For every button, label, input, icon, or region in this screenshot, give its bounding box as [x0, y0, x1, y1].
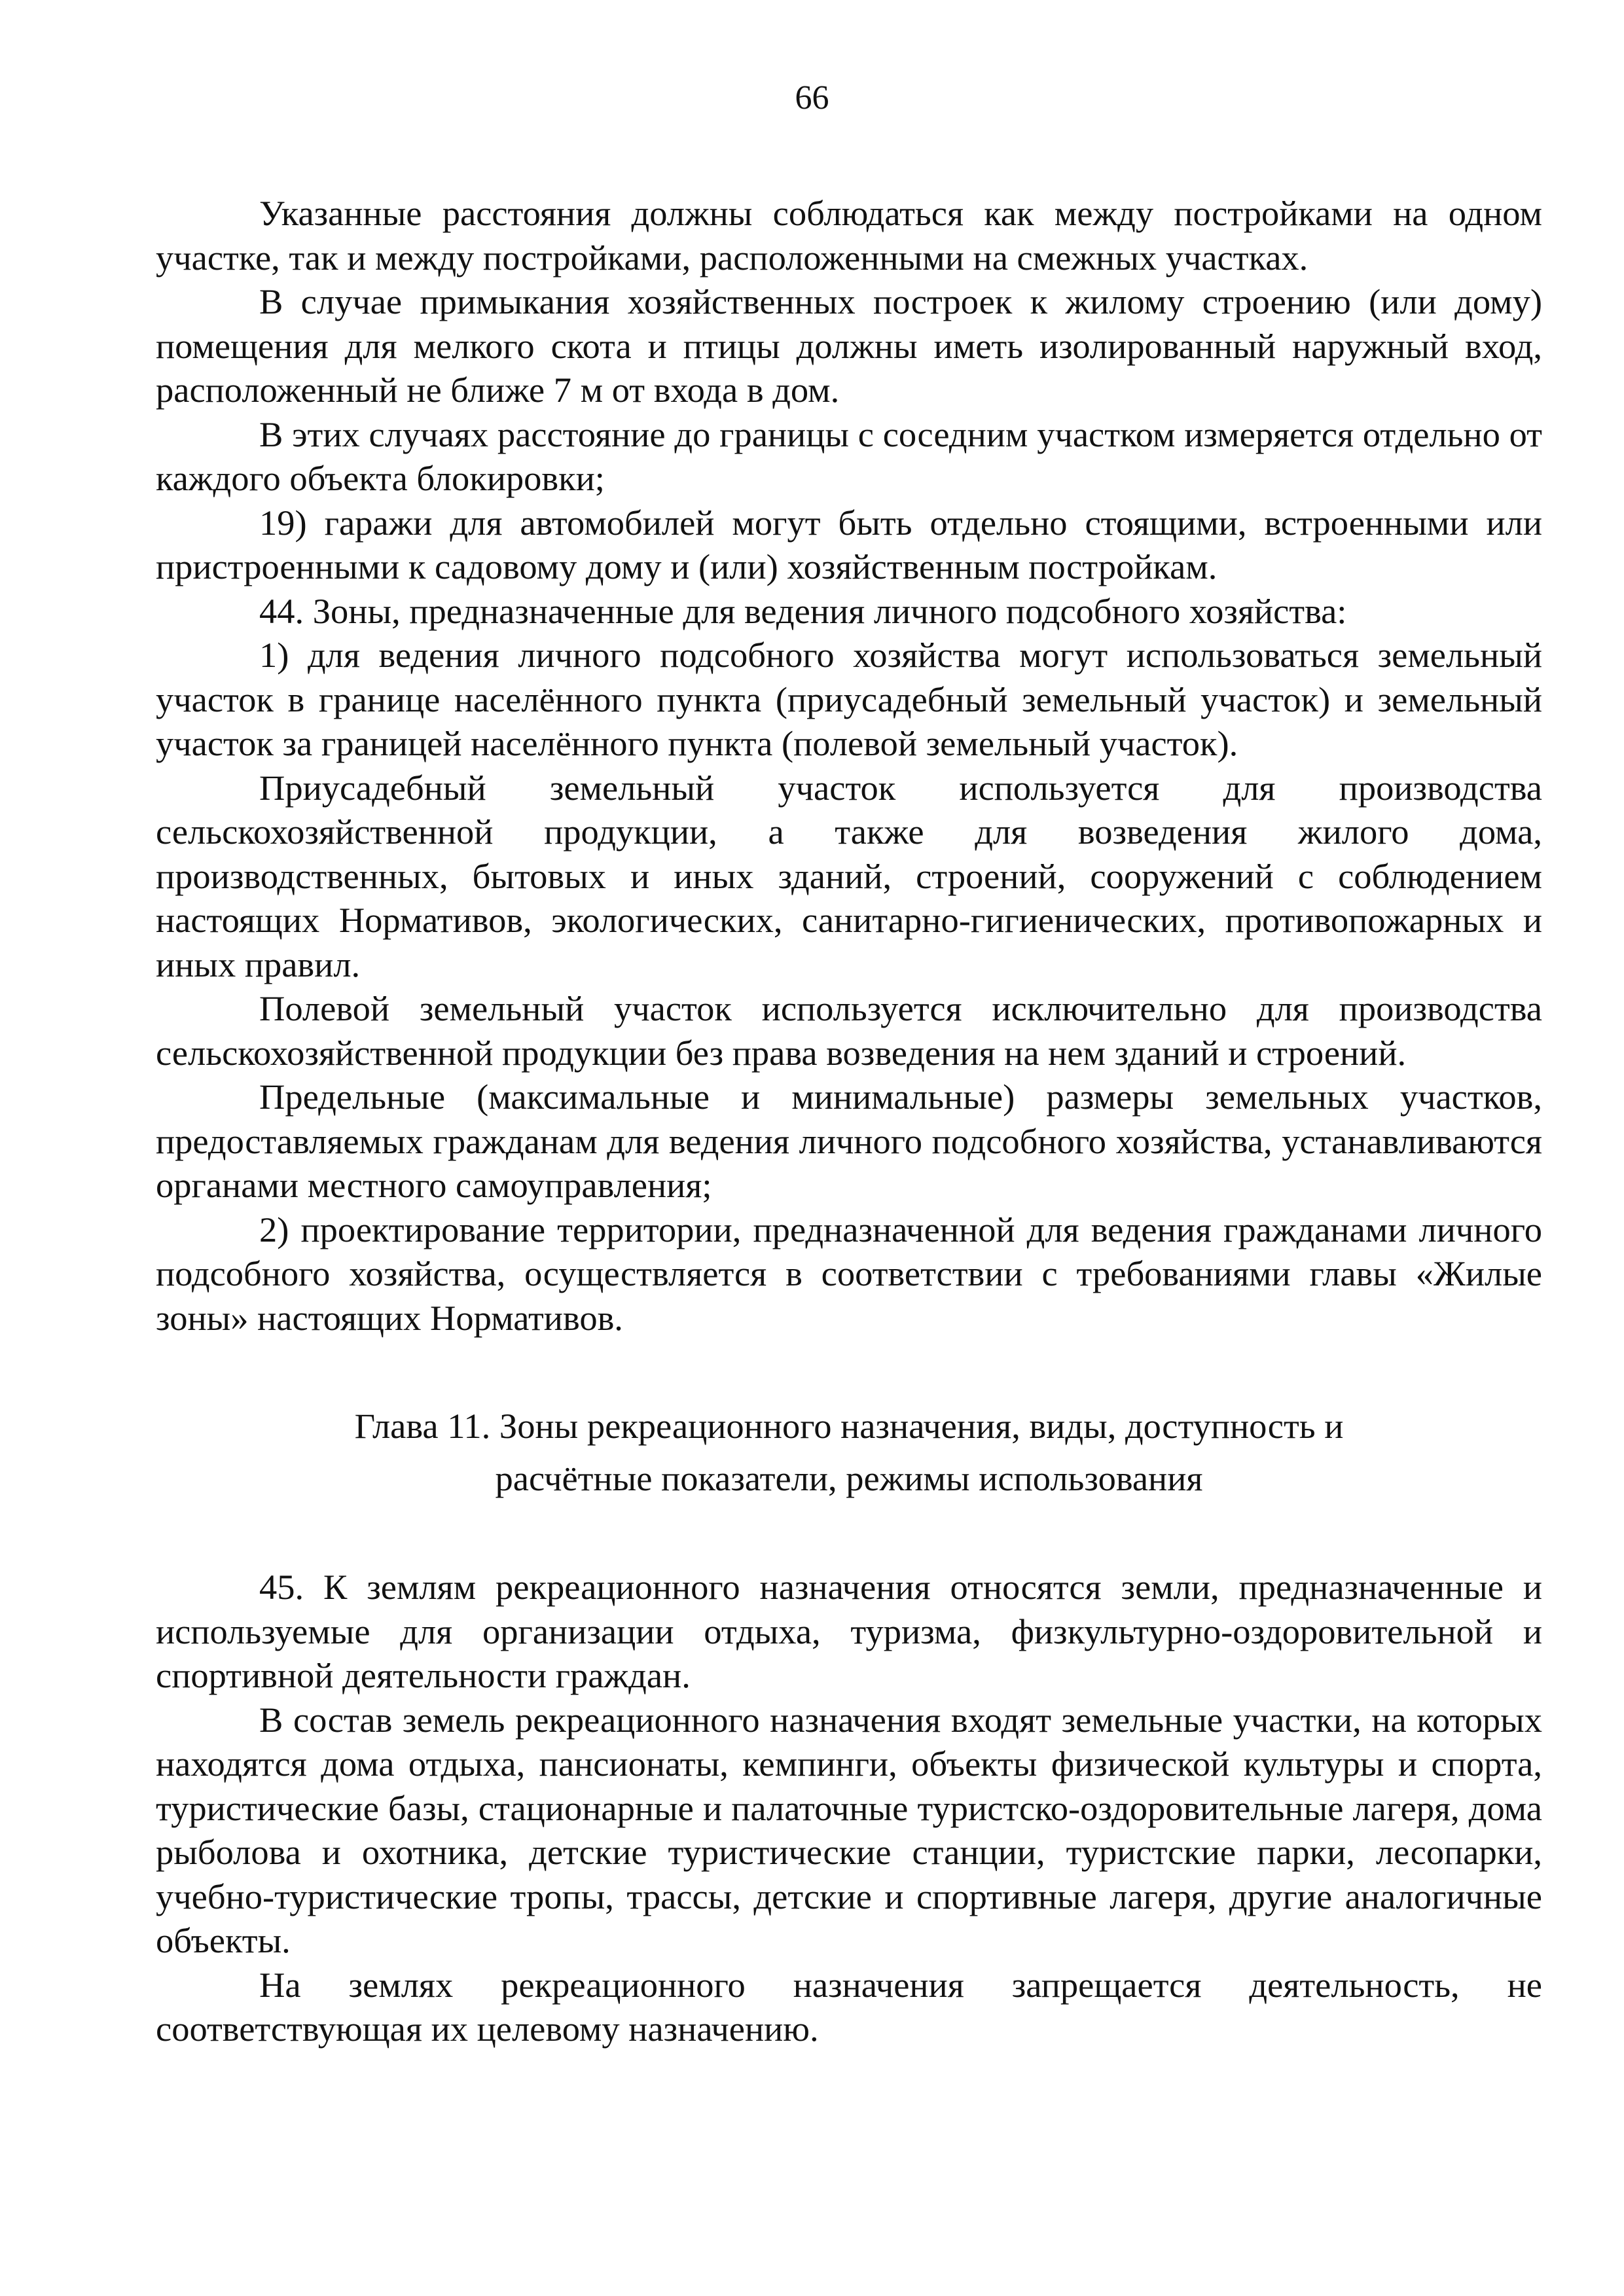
paragraph-homestead-plot: Приусадебный земельный участок используется для производства сельскохозяйственной продукции, а также для возведения жилого дома, производственных, бытовых и иных зданий, строений, сооружений с соблюдением настоящих Нормативов, экологических, санитарно-гигиенических, противопожарных и иных правил.: [156, 767, 1542, 984]
paragraph-prohibited-activity: На землях рекреационного назначения запрещается деятельность, не соответствующая их целевому назначению.: [156, 1964, 1542, 2049]
chapter-heading-line-2: расчётные показатели, режимы использования: [495, 1458, 1203, 1498]
chapter-heading-line-1: Глава 11. Зоны рекреационного назначения, виды, доступность и: [354, 1406, 1344, 1446]
paragraph-item-19-garages: 19) гаражи для автомобилей могут быть отдельно стоящими, встроенными или пристроенными к садовому дому и (или) хозяйственным постройкам.: [156, 502, 1542, 586]
paragraph-boundary-distance: В этих случаях расстояние до границы с соседним участком измеряется отдельно от каждого объекта блокировки;: [156, 414, 1542, 498]
paragraph-item-1-plots: 1) для ведения личного подсобного хозяйства могут использоваться земельный участок в границе населённого пункта (приусадебный земельный участок) и земельный участок за границей населённого пункта (полевой земельный участок).: [156, 635, 1542, 763]
page-number: 66: [795, 79, 829, 117]
chapter-heading: [156, 1400, 1542, 1505]
paragraph-plot-size-limits: Предельные (максимальные и минимальные) размеры земельных участков, предоставляемых гражданам для ведения личного подсобного хозяйства, устанавливаются органами местного самоуправления;: [156, 1077, 1542, 1205]
paragraph-distances: Указанные расстояния должны соблюдаться как между постройками на одном участке, так и между постройками, расположенными на смежных участках.: [156, 193, 1542, 278]
paragraph-section-45: 45. К землям рекреационного назначения относятся земли, предназначенные и используемые для организации отдыха, туризма, физкультурно-оздоровительной и спортивной деятельности граждан.: [156, 1567, 1542, 1695]
document-body: [156, 191, 1542, 2051]
paragraph-recreational-composition: В состав земель рекреационного назначения входят земельные участки, на которых находятся дома отдыха, пансионаты, кемпинги, объекты физической культуры и спорта, туристические базы, стационарные и палаточные туристско-оздоровительные лагеря, дома рыболова и охотника, детские туристические станции, туристские парки, лесопарки, учебно-туристические тропы, трассы, детские и спортивные лагеря, другие аналогичные объекты.: [156, 1699, 1542, 1960]
paragraph-section-44: 44. Зоны, предназначенные для ведения личного подсобного хозяйства:: [259, 590, 1347, 631]
paragraph-adjacent-buildings: В случае примыкания хозяйственных построек к жилому строению (или дому) помещения для мелкого скота и птицы должны иметь изолированный наружный вход, расположенный не ближе 7 м от входа в дом.: [156, 281, 1542, 410]
paragraph-item-2-design: 2) проектирование территории, предназначенной для ведения гражданами личного подсобного хозяйства, осуществляется в соответствии с требованиями главы «Жилые зоны» настоящих Нормативов.: [156, 1209, 1542, 1338]
paragraph-field-plot: Полевой земельный участок используется исключительно для производства сельскохозяйственной продукции без права возведения на нем зданий и строений.: [156, 988, 1542, 1073]
